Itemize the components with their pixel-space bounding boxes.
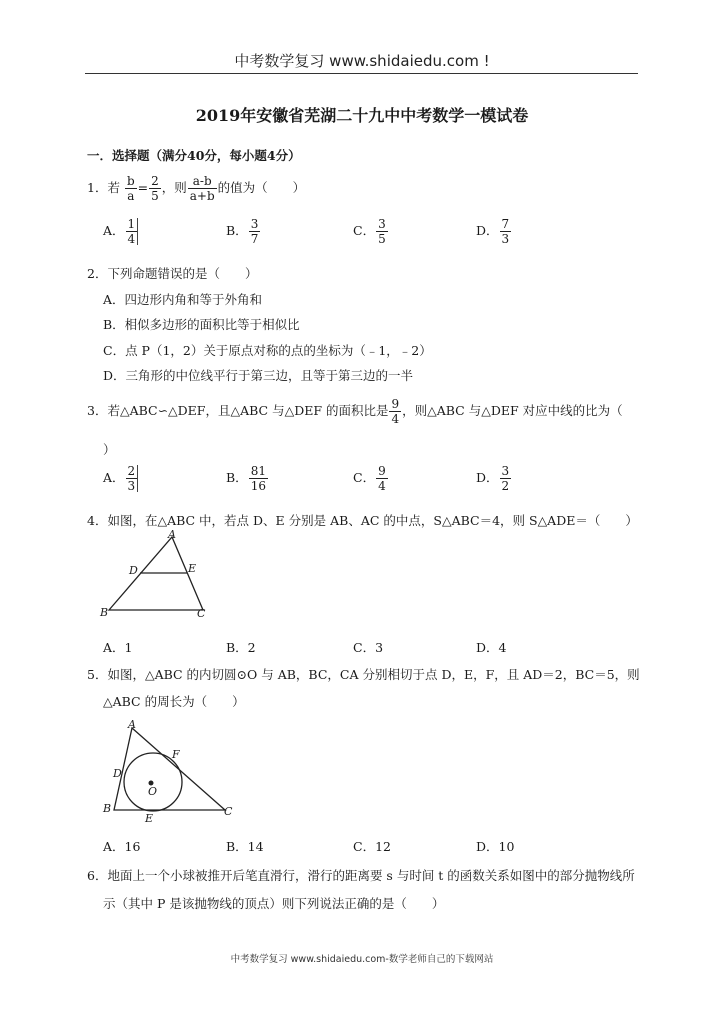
q5-option-a[interactable]: A．16 xyxy=(103,839,141,854)
q2-option-d[interactable]: D．三角形的中位线平行于第三边，且等于第三边的一半 xyxy=(103,368,414,383)
label-o: O xyxy=(148,785,158,798)
q1-option-c[interactable]: C． $\frac{3}{5}$ xyxy=(353,217,386,246)
question-6-stem-continued: 示（其中 P 是该抛物线的顶点）则下列说法正确的是（ ） xyxy=(103,896,445,911)
exam-title: 2019年安徽省芜湖二十九中中考数学一模试卷 xyxy=(195,106,529,125)
q5-incircle-figure xyxy=(97,716,242,826)
label-f: F xyxy=(172,748,180,761)
question-2-stem: 2．下列命题错误的是（ ） xyxy=(87,266,258,281)
question-3-stem-continued: ） xyxy=(103,442,116,457)
question-3-stem: 3．若△ABC∽△DEF，且△ABC 与△DEF 的面积比是 $\frac{9}{4}$ ，则△ABC 与△DEF 对应中线的比为（ xyxy=(87,397,623,426)
label-c: C xyxy=(197,607,206,620)
label-e: E xyxy=(145,812,154,825)
q1-fraction-2-over-5: $\frac{2}{5}$ xyxy=(151,174,159,203)
label-b: B xyxy=(103,802,112,815)
q1-fraction-expression: $\frac{a-b}{a+b}$ xyxy=(189,174,215,203)
q2-option-b[interactable]: B．相似多边形的面积比等于相似比 xyxy=(103,317,300,332)
question-6-stem: 6．地面上一个小球被推开后笔直滑行，滑行的距离要 s 与时间 t 的函数关系如图中的部分抛物线所 xyxy=(87,868,635,883)
q1-option-d[interactable]: D． $\frac{7}{3}$ xyxy=(476,217,510,246)
q1-equals: = xyxy=(137,180,149,195)
q5-option-c[interactable]: C．12 xyxy=(353,839,391,854)
q5-option-d[interactable]: D．10 xyxy=(476,839,515,854)
q1-number: 1． xyxy=(87,180,108,195)
q4-option-b[interactable]: B．2 xyxy=(226,640,256,655)
label-e: E xyxy=(188,562,197,575)
page-header: 中考数学复习 www.shidaiedu.com ! xyxy=(234,52,490,70)
q4-triangle-figure xyxy=(95,528,220,623)
q1-post: 的值为（ ） xyxy=(217,180,306,195)
label-c: C xyxy=(224,805,233,818)
label-d: D xyxy=(129,564,138,577)
question-5-stem-continued: △ABC 的周长为（ ） xyxy=(103,694,245,709)
q3-area-ratio-fraction: $\frac{9}{4}$ xyxy=(391,397,400,426)
label-d: D xyxy=(113,767,122,780)
question-5-stem: 5．如图，△ABC 的内切圆⊙O 与 AB，BC，CA 分别相切于点 D，E，F，且 AD＝2，BC＝5，则 xyxy=(87,667,640,682)
q1-option-a[interactable]: A． $\frac{1}{4}$ xyxy=(103,218,139,245)
q4-option-a[interactable]: A．1 xyxy=(103,640,133,655)
q2-option-c[interactable]: C．点 P（1，2）关于原点对称的点的坐标为（﹣1，﹣2） xyxy=(103,343,432,358)
q3-option-b[interactable]: B． $\frac{81}{16}$ xyxy=(226,464,266,493)
q4-option-c[interactable]: C．3 xyxy=(353,640,384,655)
label-b: B xyxy=(100,606,109,619)
q1-mid: ，则 xyxy=(161,180,187,195)
page-footer: 中考数学复习 www.shidaiedu.com-数学老师自己的下载网站 xyxy=(230,954,494,965)
label-a: A xyxy=(168,528,176,541)
q5-option-b[interactable]: B．14 xyxy=(226,839,264,854)
label-a: A xyxy=(128,718,136,731)
question-1-stem xyxy=(87,175,305,202)
triangle-abc xyxy=(114,728,225,810)
q1-fraction-b-over-a: $\frac{b}{a}$ xyxy=(126,174,135,203)
header-divider xyxy=(85,73,638,74)
q3-option-c[interactable]: C． $\frac{9}{4}$ xyxy=(353,464,386,493)
q3-option-d[interactable]: D． $\frac{3}{2}$ xyxy=(476,464,510,493)
section-heading: 一．选择题（满分40分，每小题4分） xyxy=(87,148,301,163)
q2-option-a[interactable]: A．四边形内角和等于外角和 xyxy=(103,292,263,307)
q1-option-b[interactable]: B． $\frac{3}{7}$ xyxy=(226,217,259,246)
q3-option-a[interactable]: A． $\frac{2}{3}$ xyxy=(103,465,139,492)
q4-option-d[interactable]: D．4 xyxy=(476,640,507,655)
question-4-stem: 4．如图，在△ABC 中，若点 D、E 分别是 AB、AC 的中点，S△ABC＝4，则 S△ADE＝（ ） xyxy=(87,513,638,528)
q1-pre: 若 xyxy=(107,180,120,195)
